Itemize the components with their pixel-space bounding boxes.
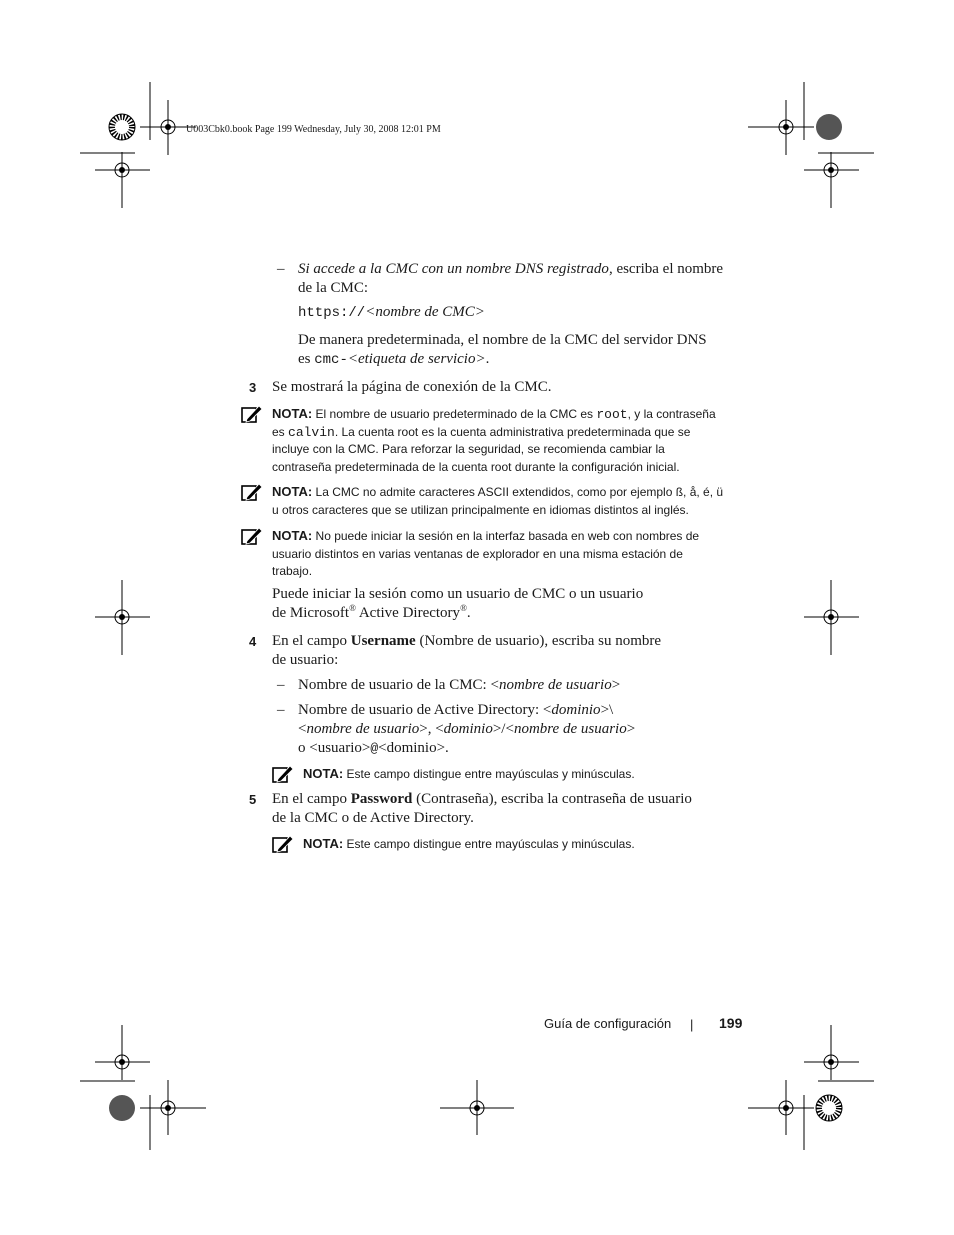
note-pencil-icon — [272, 835, 294, 853]
login-paragraph: Puede iniciar la sesión como un usuario de CMC o un usuario de Microsoft® Active Directory®. — [272, 586, 644, 621]
print-header: U003Cbk0.book Page 199 Wednesday, July 30, 2008 12:01 PM — [186, 124, 441, 135]
dash-bullet: – — [277, 702, 285, 718]
note-ascii: NOTA: La CMC no admite caracteres ASCII extendidos, como por ejemplo ß, å, é, ü u otros caracteres que se utilizan principalmente en idiomas distintos al inglés. — [272, 484, 724, 517]
default-name-paragraph: De manera predeterminada, el nombre de la CMC del servidor DNS es cmc-<etiqueta de servicio>. — [298, 332, 707, 368]
dash-item-dns: Si accede a la CMC con un nombre DNS registrado, escriba el nombre de la CMC: — [298, 261, 724, 296]
note-default-credentials: NOTA: El nombre de usuario predeterminado de la CMC es root, y la contraseña es calvin. La cuenta root es la cuenta administrativa predeterminada que se incluye con la CMC. Para reforzar la seguridad, se recomienda cambiar la contraseña predeterminada de la cuenta root durante la configuración inicial. — [272, 406, 716, 474]
step-3-text: Se mostrará la página de conexión de la CMC. — [272, 379, 552, 395]
step-5-text: En el campo Password (Contraseña), escriba la contraseña de usuario de la CMC o de Active Directory. — [272, 791, 692, 826]
dash-item-ad-user: Nombre de usuario de Active Directory: <dominio>\ <nombre de usuario>, <dominio>/<nombre de usuario> o <usuario>@<dominio>. — [298, 702, 636, 756]
note-pencil-icon — [241, 527, 263, 545]
note-multiple-sessions: NOTA: No puede iniciar la sesión en la interfaz basada en web con nombres de usuario distintos en varias ventanas de explorador en una misma estación de trabajo. — [272, 528, 700, 578]
note-pencil-icon — [241, 483, 263, 501]
dash-bullet: – — [277, 677, 285, 693]
step-number: 3 — [249, 380, 257, 395]
step-4-text: En el campo Username (Nombre de usuario), escriba su nombre de usuario: — [272, 633, 662, 668]
dash-bullet: – — [277, 261, 285, 277]
note-case-sensitive-username: NOTA: Este campo distingue entre mayúsculas y minúsculas. — [303, 766, 635, 781]
footer-section-title: Guía de configuración — [544, 1016, 672, 1031]
note-pencil-icon — [241, 405, 263, 423]
cmc-url: https://<nombre de CMC> — [298, 304, 485, 321]
dash-item-cmc-user: Nombre de usuario de la CMC: <nombre de usuario> — [298, 677, 621, 693]
note-pencil-icon — [272, 765, 294, 783]
step-number: 5 — [249, 792, 257, 807]
page-number: 199 — [719, 1015, 743, 1031]
step-number: 4 — [249, 634, 257, 649]
footer-separator: | — [690, 1017, 694, 1032]
note-case-sensitive-password: NOTA: Este campo distingue entre mayúsculas y minúsculas. — [303, 836, 635, 851]
